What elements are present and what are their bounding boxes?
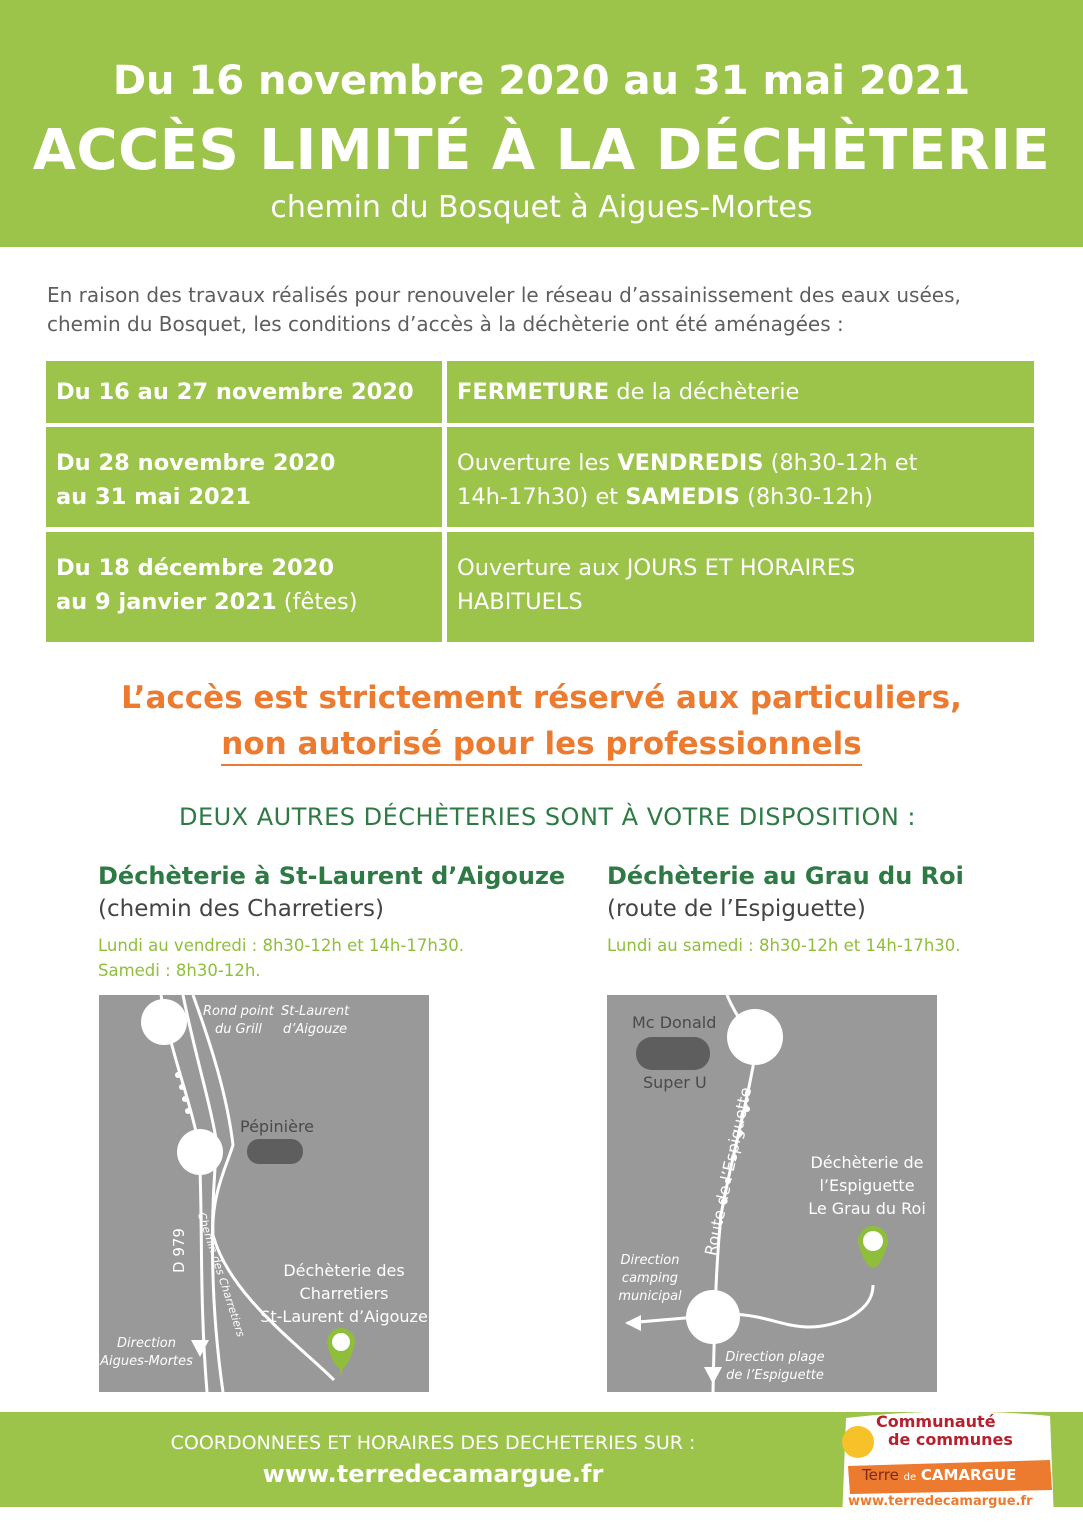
stlaurent-map bbox=[99, 995, 429, 1392]
detail-text: (8h30-12h) bbox=[739, 484, 873, 510]
logo-line-1: Communauté bbox=[876, 1412, 996, 1431]
label-rond-point bbox=[203, 1003, 274, 1039]
period-line-1: Du 28 novembre 2020 bbox=[56, 450, 336, 476]
map-text: Direction plage bbox=[725, 1350, 825, 1365]
intro-line-1: En raison des travaux réalisés pour renouveler le réseau d’assainissement des eaux usées, bbox=[47, 283, 961, 307]
header-dates: Du 16 novembre 2020 au 31 mai 2021 bbox=[112, 58, 971, 104]
logo-terre-word: Terre bbox=[862, 1466, 899, 1484]
label-d979: D 979 bbox=[170, 1228, 188, 1273]
grau-road: (route de l’Espiguette) bbox=[607, 896, 866, 922]
logo-de-word: de bbox=[903, 1472, 917, 1483]
map-text: l’Espiguette bbox=[819, 1176, 915, 1195]
label-chemin: Chemin des Charretiers bbox=[194, 1210, 248, 1339]
stlaurent-hours-2: Samedi : 8h30-12h. bbox=[98, 961, 261, 980]
map-text: Charretiers bbox=[299, 1284, 389, 1303]
map-text: municipal bbox=[618, 1289, 682, 1304]
map-text: St-Laurent bbox=[281, 1004, 350, 1019]
map-text: de l’Espiguette bbox=[726, 1368, 824, 1383]
stlaurent-map-roads bbox=[99, 995, 429, 1392]
label-route-espiguette: Route de l’Espiguette bbox=[700, 1085, 756, 1258]
stlaurent-hours bbox=[98, 933, 464, 983]
label-dest-stlaurent bbox=[259, 1259, 429, 1328]
stlaurent-name: Déchèterie à St-Laurent d’Aigouze bbox=[98, 862, 566, 890]
detail-text: (8h30-12h et bbox=[763, 450, 918, 476]
schedule-row-2-period bbox=[46, 427, 442, 527]
map-text: Direction bbox=[620, 1253, 680, 1268]
schedule-row-2-detail bbox=[447, 427, 1034, 527]
warning-line-1: L’accès est strictement réservé aux particuliers, bbox=[121, 680, 962, 716]
logo-url: www.terredecamargue.fr bbox=[848, 1494, 1033, 1509]
map-text: camping bbox=[621, 1271, 679, 1286]
terre-de-camargue-logo bbox=[838, 1408, 1058, 1528]
grau-hours-1: Lundi au samedi : 8h30-12h et 14h-17h30. bbox=[607, 936, 961, 955]
map-text: du Grill bbox=[214, 1022, 262, 1037]
label-direction-plage bbox=[725, 1349, 825, 1385]
logo-terre bbox=[862, 1466, 1016, 1484]
detail-bold: VENDREDIS bbox=[617, 450, 764, 476]
intro-line-2: chemin du Bosquet, les conditions d’accès à la déchèterie ont été aménagées : bbox=[47, 312, 844, 336]
footer-label: COORDONNEES ET HORAIRES DES DECHETERIES SUR : bbox=[170, 1432, 696, 1454]
label-superu: Super U bbox=[643, 1073, 707, 1092]
label-st-laurent bbox=[281, 1003, 349, 1039]
label-pepiniere: Pépinière bbox=[240, 1117, 315, 1136]
period-line-2: au 31 mai 2021 bbox=[56, 484, 251, 510]
label-mcdonald: Mc Donald bbox=[632, 1013, 717, 1032]
header-banner bbox=[0, 0, 1083, 247]
footer-url[interactable]: www.terredecamargue.fr bbox=[262, 1460, 604, 1488]
map-text: Aigues-Mortes bbox=[100, 1354, 193, 1369]
schedule-row-3-detail bbox=[447, 532, 1034, 642]
map-text: Déchèterie des bbox=[283, 1261, 405, 1280]
label-direction-camping bbox=[615, 1252, 685, 1306]
page-title: ACCÈS LIMITÉ À LA DÉCHÈTERIE bbox=[32, 118, 1051, 183]
map-text: Rond point bbox=[203, 1004, 274, 1019]
period-line-2: au 9 janvier 2021 bbox=[56, 589, 277, 615]
logo-camargue-word: CAMARGUE bbox=[920, 1466, 1017, 1484]
label-direction-aigues bbox=[99, 1335, 194, 1371]
warning-line-2 bbox=[0, 726, 1083, 762]
map-text: Direction bbox=[116, 1336, 176, 1351]
schedule-row-3-period bbox=[46, 532, 442, 642]
period-text: Du 16 au 27 novembre 2020 bbox=[56, 379, 414, 405]
grau-hours bbox=[607, 933, 961, 958]
period-line-1: Du 18 décembre 2020 bbox=[56, 555, 334, 581]
detail-bold: FERMETURE bbox=[457, 379, 610, 405]
schedule-row-1-detail bbox=[447, 361, 1034, 423]
detail-text: Ouverture les bbox=[457, 450, 618, 476]
label-dest-espiguette bbox=[797, 1151, 937, 1220]
others-title: DEUX AUTRES DÉCHÈTERIES SONT À VOTRE DISPOSITION : bbox=[178, 803, 917, 831]
map-text: St-Laurent d’Aigouze bbox=[260, 1307, 428, 1326]
stlaurent-road: (chemin des Charretiers) bbox=[98, 896, 384, 922]
detail-text: de la déchèterie bbox=[609, 379, 800, 405]
stlaurent-hours-1: Lundi au vendredi : 8h30-12h et 14h-17h30. bbox=[98, 936, 465, 955]
schedule-row-1-period bbox=[46, 361, 442, 423]
grau-name: Déchèterie au Grau du Roi bbox=[607, 862, 964, 890]
map-text: d’Aigouze bbox=[283, 1022, 348, 1037]
header-subtitle: chemin du Bosquet à Aigues-Mortes bbox=[270, 190, 813, 225]
map-text: Le Grau du Roi bbox=[808, 1199, 926, 1218]
warning-underlined: non autorisé pour les professionnels bbox=[221, 726, 861, 766]
intro-text bbox=[47, 281, 1047, 339]
logo-line-2: de communes bbox=[888, 1430, 1013, 1449]
grau-map bbox=[607, 995, 937, 1392]
detail-line-2: HABITUELS bbox=[457, 589, 583, 615]
map-text: Déchèterie de bbox=[810, 1153, 924, 1172]
detail-bold: SAMEDIS bbox=[625, 484, 740, 510]
period-note: (fêtes) bbox=[276, 589, 358, 615]
detail-line-1: Ouverture aux JOURS ET HORAIRES bbox=[457, 555, 856, 581]
detail-text: 14h-17h30) et bbox=[457, 484, 626, 510]
